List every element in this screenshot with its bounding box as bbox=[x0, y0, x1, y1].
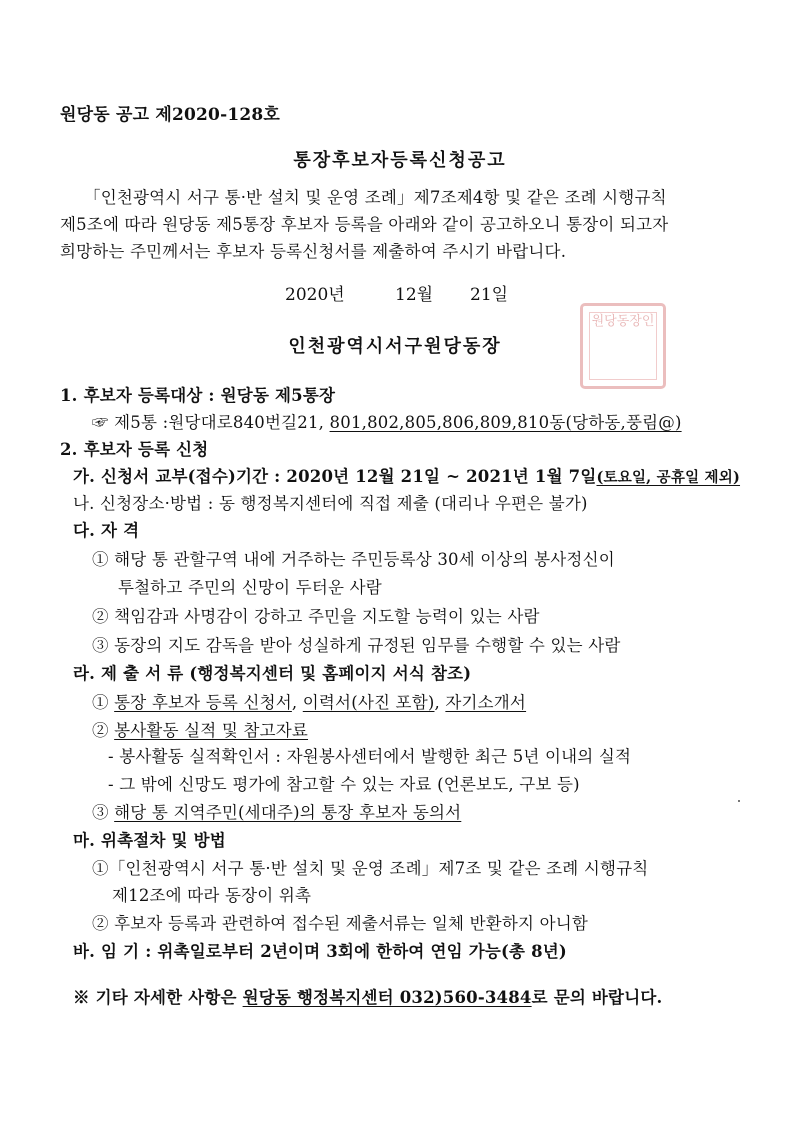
ra-3-number: ③ bbox=[92, 803, 115, 822]
section-2-ra-2 bbox=[92, 719, 308, 743]
notice-title: 통장후보자등록신청공고 bbox=[293, 150, 507, 171]
section-2-da-3: ③ 동장의 지도 감독을 받아 성실하게 규정된 임무를 수행할 수 있는 사람 bbox=[92, 636, 621, 655]
section-1-detail bbox=[92, 411, 682, 435]
section-2-ga bbox=[73, 465, 740, 490]
seal-text: 원당동장인 bbox=[589, 312, 657, 380]
scan-speck bbox=[738, 800, 740, 802]
ra-1-separator-2: , bbox=[434, 693, 446, 712]
section-2-ma-1-line2: 제12조에 따라 동장이 위촉 bbox=[112, 886, 312, 905]
section-2-ra-heading: 라. 제 출 서 류 (행정복지센터 및 홈페이지 서식 참조) bbox=[73, 664, 472, 683]
section-2-da-heading: 다. 자 격 bbox=[73, 521, 140, 540]
section-2-ra-1 bbox=[92, 691, 526, 715]
section-2-da-1-line1: ① 해당 통 관할구역 내에 거주하는 주민등록상 30세 이상의 봉사정신이 bbox=[92, 550, 615, 569]
notice-number: 원당동 공고 제2020-128호 bbox=[60, 105, 281, 125]
section-2-heading: 2. 후보자 등록 신청 bbox=[60, 440, 209, 459]
date-year: 2020년 bbox=[285, 285, 345, 305]
section-1-detail-prefix: ☞ 제5통 :원당대로840번길21, bbox=[92, 413, 330, 432]
footer-prefix: ※ 기타 자세한 사항은 bbox=[73, 988, 243, 1007]
section-2-ga-exclusion: (토요일, 공휴일 제외) bbox=[596, 469, 741, 486]
ra-2-volunteer-record: 봉사활동 실적 및 참고자료 bbox=[114, 721, 309, 740]
ra-3-consent-form: 해당 통 지역주민(세대주)의 통장 후보자 동의서 bbox=[114, 803, 462, 822]
ra-1-separator-1: , bbox=[291, 693, 303, 712]
section-2-da-1-line2: 투철하고 주민의 신망이 두터운 사람 bbox=[118, 578, 382, 597]
section-2-na: 나. 신청장소·방법 : 동 행정복지센터에 직접 제출 (대리나 우편은 불가) bbox=[73, 494, 588, 513]
ra-1-resume: 이력서(사진 포함) bbox=[302, 693, 435, 712]
section-2-da-2: ② 책임감과 사명감이 강하고 주민을 지도할 능력이 있는 사람 bbox=[92, 607, 540, 626]
intro-line-3: 희망하는 주민께서는 후보자 등록신청서를 제출하여 주시기 바랍니다. bbox=[60, 242, 567, 261]
ra-1-application-form: 통장 후보자 등록 신청서 bbox=[114, 693, 292, 712]
section-2-ba: 바. 임 기 : 위촉일로부터 2년이며 3회에 한하여 연임 가능(총 8년) bbox=[73, 942, 567, 961]
date-day: 21일 bbox=[470, 285, 509, 305]
footer-contact-note bbox=[73, 986, 662, 1010]
footer-suffix: 로 문의 바랍니다. bbox=[531, 988, 663, 1007]
section-2-ra-3 bbox=[92, 801, 461, 825]
ra-1-number: ① bbox=[92, 693, 115, 712]
intro-line-2: 제5조에 따라 원당동 제5통장 후보자 등록을 아래와 같이 공고하오니 통장이 되고자 bbox=[60, 215, 669, 234]
section-2-ga-period: 가. 신청서 교부(접수)기간 : 2020년 12월 21일 ~ 2021년 1월 7일 bbox=[73, 467, 597, 486]
section-2-ma-heading: 마. 위촉절차 및 방법 bbox=[73, 831, 226, 850]
ra-1-self-introduction: 자기소개서 bbox=[445, 693, 527, 712]
section-2-ma-2: ② 후보자 등록과 관련하여 접수된 제출서류는 일체 반환하지 아니함 bbox=[92, 914, 589, 933]
section-1-buildings: 801,802,805,806,809,810동(당하동,풍림@) bbox=[329, 413, 682, 432]
section-1-heading: 1. 후보자 등록대상 : 원당동 제5통장 bbox=[60, 386, 336, 405]
section-2-ma-1-line1: ①「인천광역시 서구 통·반 설치 및 운영 조례」제7조 및 같은 조례 시행규칙 bbox=[92, 859, 649, 878]
date-month: 12월 bbox=[395, 285, 434, 305]
issuer-name: 인천광역시서구원당동장 bbox=[288, 336, 502, 357]
footer-contact: 원당동 행정복지센터 032)560-3484 bbox=[242, 988, 532, 1007]
section-2-ra-2-sub2: - 그 밖에 신망도 평가에 참고할 수 있는 자료 (언론보도, 구보 등) bbox=[108, 775, 580, 794]
section-2-ra-2-sub1: - 봉사활동 실적확인서 : 자원봉사센터에서 발행한 최근 5년 이내의 실적 bbox=[108, 747, 632, 766]
ra-2-number: ② bbox=[92, 721, 115, 740]
intro-line-1: 「인천광역시 서구 통·반 설치 및 운영 조례」제7조제4항 및 같은 조례 시행규칙 bbox=[84, 188, 667, 207]
